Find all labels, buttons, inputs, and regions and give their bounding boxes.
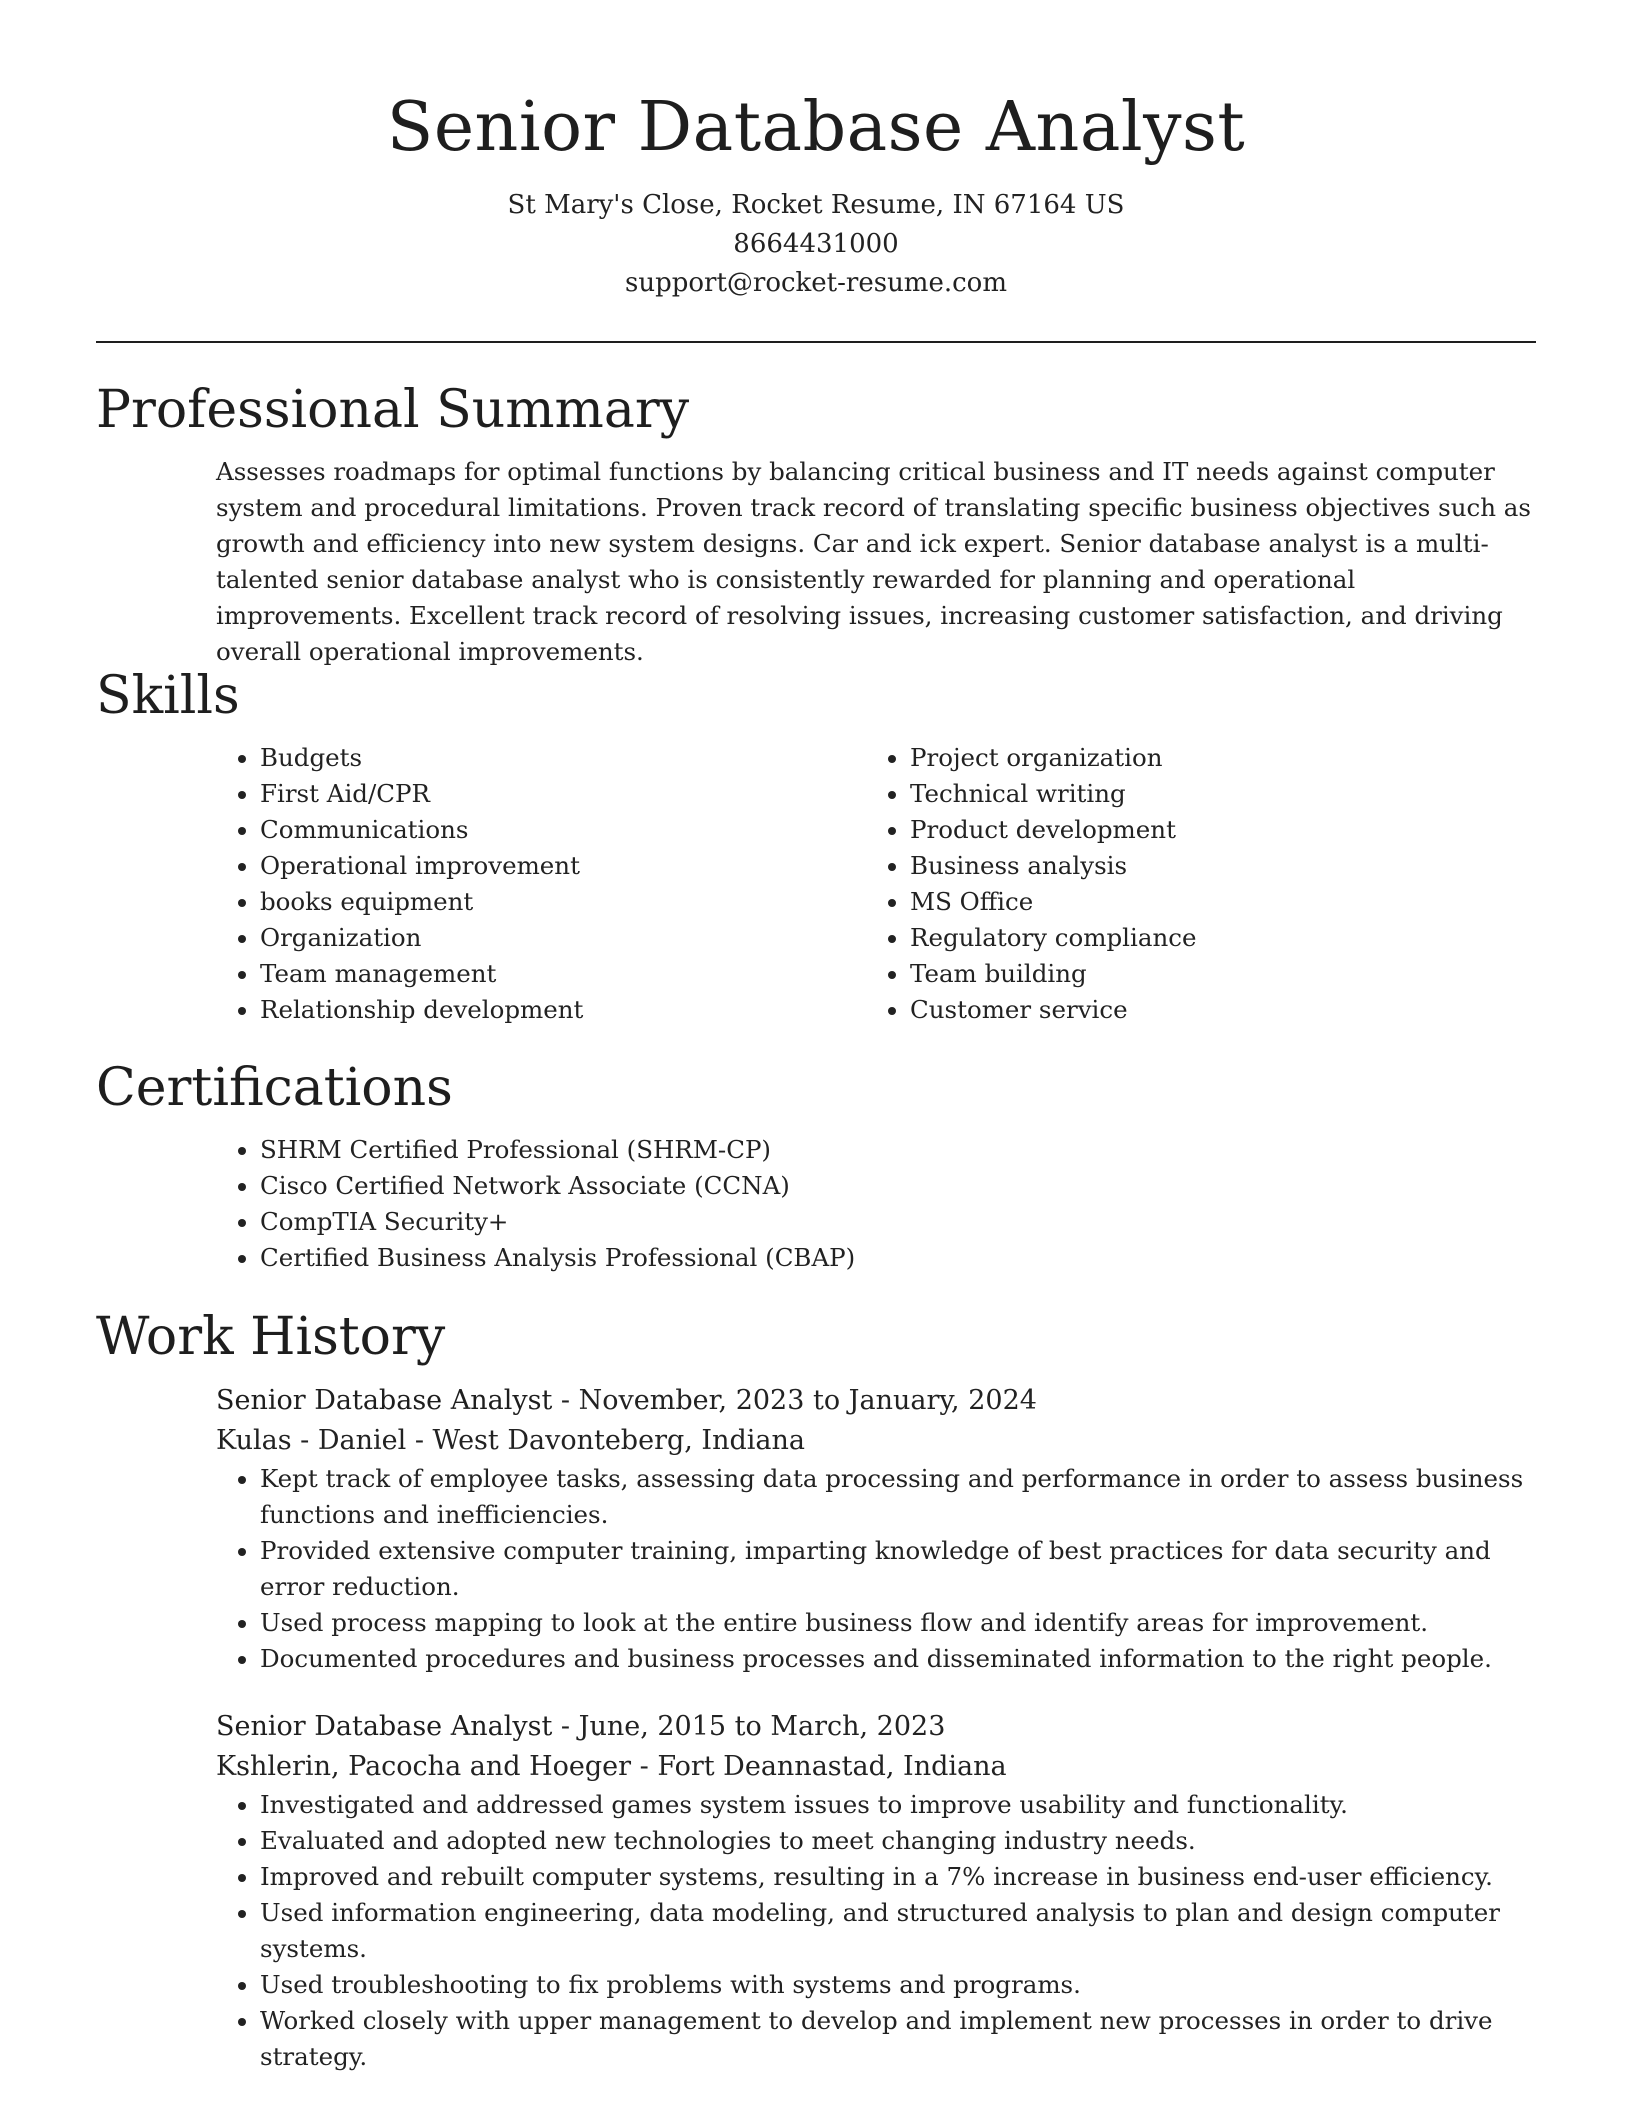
job-dates: - June, 2015 to March, 2023 bbox=[552, 1711, 946, 1742]
work-history-heading: Work History bbox=[96, 1307, 446, 1367]
skill-item: • Regulatory compliance bbox=[910, 920, 1516, 956]
skill-item: • Product development bbox=[910, 812, 1516, 848]
skills-list-left bbox=[216, 740, 866, 1028]
skills-columns bbox=[216, 740, 1536, 1028]
skills-heading: Skills bbox=[96, 666, 240, 726]
skill-item: • Organization bbox=[260, 920, 866, 956]
job-company: Kulas - Daniel bbox=[216, 1425, 407, 1456]
job-duty-item: • Used troubleshooting to fix problems with systems and programs. bbox=[260, 1967, 1536, 2003]
skill-item: • Business analysis bbox=[910, 848, 1516, 884]
job-duty-item: • Investigated and addressed games system issues to improve usability and functionality. bbox=[260, 1787, 1536, 1823]
job-company: Kshlerin, Pacocha and Hoeger bbox=[216, 1751, 632, 1782]
job-duty-item: • Documented procedures and business processes and disseminated information to the right people. bbox=[260, 1641, 1536, 1677]
candidate-name: Senior Database Analyst bbox=[386, 88, 1246, 167]
skill-item: • Project organization bbox=[910, 740, 1516, 776]
skill-item: • Budgets bbox=[260, 740, 866, 776]
job-duty-item: • Kept track of employee tasks, assessing data processing and performance in order to assess business functions and inefficiencies. bbox=[260, 1461, 1536, 1533]
job-title: Senior Database Analyst bbox=[216, 1711, 553, 1742]
contact-phone: 8664431000 bbox=[733, 229, 899, 259]
job-title: Senior Database Analyst bbox=[216, 1385, 553, 1416]
skill-item: • Team management bbox=[260, 956, 866, 992]
job-duty-item: • Evaluated and adopted new technologies to meet changing industry needs. bbox=[260, 1823, 1536, 1859]
certification-item: • Cisco Certified Network Associate (CCNA) bbox=[260, 1168, 1536, 1204]
job-dates: - November, 2023 to January, 2024 bbox=[552, 1385, 1037, 1416]
job-location: - West Davonteberg, Indiana bbox=[406, 1425, 805, 1456]
skills-column-right bbox=[866, 740, 1516, 1028]
summary-text: Assesses roadmaps for optimal functions by balancing critical business and IT needs against computer system and procedural limitations. Proven track record of translating specific business objectives such as growth and efficiency into new system designs. Car and ick expert. Senior database analyst is a multi-talented senior database analyst who is consistently rewarded for planning and operational improvements. Excellent track record of resolving issues, increasing customer satisfaction, and driving overall operational improvements. bbox=[216, 457, 1531, 666]
certifications-section bbox=[96, 1056, 1536, 1276]
certification-item: • Certified Business Analysis Professional (CBAP) bbox=[260, 1240, 1536, 1276]
job-company-line bbox=[216, 1421, 1536, 1461]
skills-section bbox=[96, 664, 1536, 1028]
certifications-list bbox=[216, 1132, 1536, 1276]
certification-item: • CompTIA Security+ bbox=[260, 1204, 1536, 1240]
skill-item: • Operational improvement bbox=[260, 848, 866, 884]
job-duties-list bbox=[216, 1461, 1536, 1677]
job-location: - Fort Deannastad, Indiana bbox=[631, 1751, 1007, 1782]
header-divider bbox=[96, 341, 1536, 343]
work-history-section bbox=[96, 1305, 1536, 2075]
job-title-line bbox=[216, 1707, 1536, 1747]
skill-item: • Team building bbox=[910, 956, 1516, 992]
job-entry bbox=[216, 1381, 1536, 1677]
skill-item: • Customer service bbox=[910, 992, 1516, 1028]
skill-item: • First Aid/CPR bbox=[260, 776, 866, 812]
contact-info bbox=[0, 186, 1632, 303]
job-title-line bbox=[216, 1381, 1536, 1421]
job-duty-item: • Worked closely with upper management to develop and implement new processes in order to drive strategy. bbox=[260, 2003, 1536, 2075]
job-company-line bbox=[216, 1747, 1536, 1787]
job-duty-item: • Used process mapping to look at the entire business flow and identify areas for improvement. bbox=[260, 1605, 1536, 1641]
skills-list-right bbox=[866, 740, 1516, 1028]
job-entry bbox=[216, 1707, 1536, 2075]
certification-item: • SHRM Certified Professional (SHRM-CP) bbox=[260, 1132, 1536, 1168]
resume-header bbox=[0, 0, 1632, 303]
skill-item: • Technical writing bbox=[910, 776, 1516, 812]
skill-item: • Communications bbox=[260, 812, 866, 848]
job-duty-item: • Provided extensive computer training, imparting knowledge of best practices for data security and error reduction. bbox=[260, 1533, 1536, 1605]
certifications-heading: Certifications bbox=[96, 1058, 453, 1118]
skill-item: • Relationship development bbox=[260, 992, 866, 1028]
job-duty-item: • Improved and rebuilt computer systems, resulting in a 7% increase in business end-user efficiency. bbox=[260, 1859, 1536, 1895]
job-duties-list bbox=[216, 1787, 1536, 2075]
skill-item: • books equipment bbox=[260, 884, 866, 920]
contact-email: support@rocket-resume.com bbox=[624, 268, 1007, 298]
contact-address: St Mary's Close, Rocket Resume, IN 67164 US bbox=[507, 190, 1125, 220]
job-duty-item: • Used information engineering, data modeling, and structured analysis to plan and design computer systems. bbox=[260, 1895, 1536, 1967]
summary-heading: Professional Summary bbox=[96, 380, 690, 440]
skills-column-left bbox=[216, 740, 866, 1028]
skill-item: • MS Office bbox=[910, 884, 1516, 920]
summary-section bbox=[96, 378, 1536, 670]
